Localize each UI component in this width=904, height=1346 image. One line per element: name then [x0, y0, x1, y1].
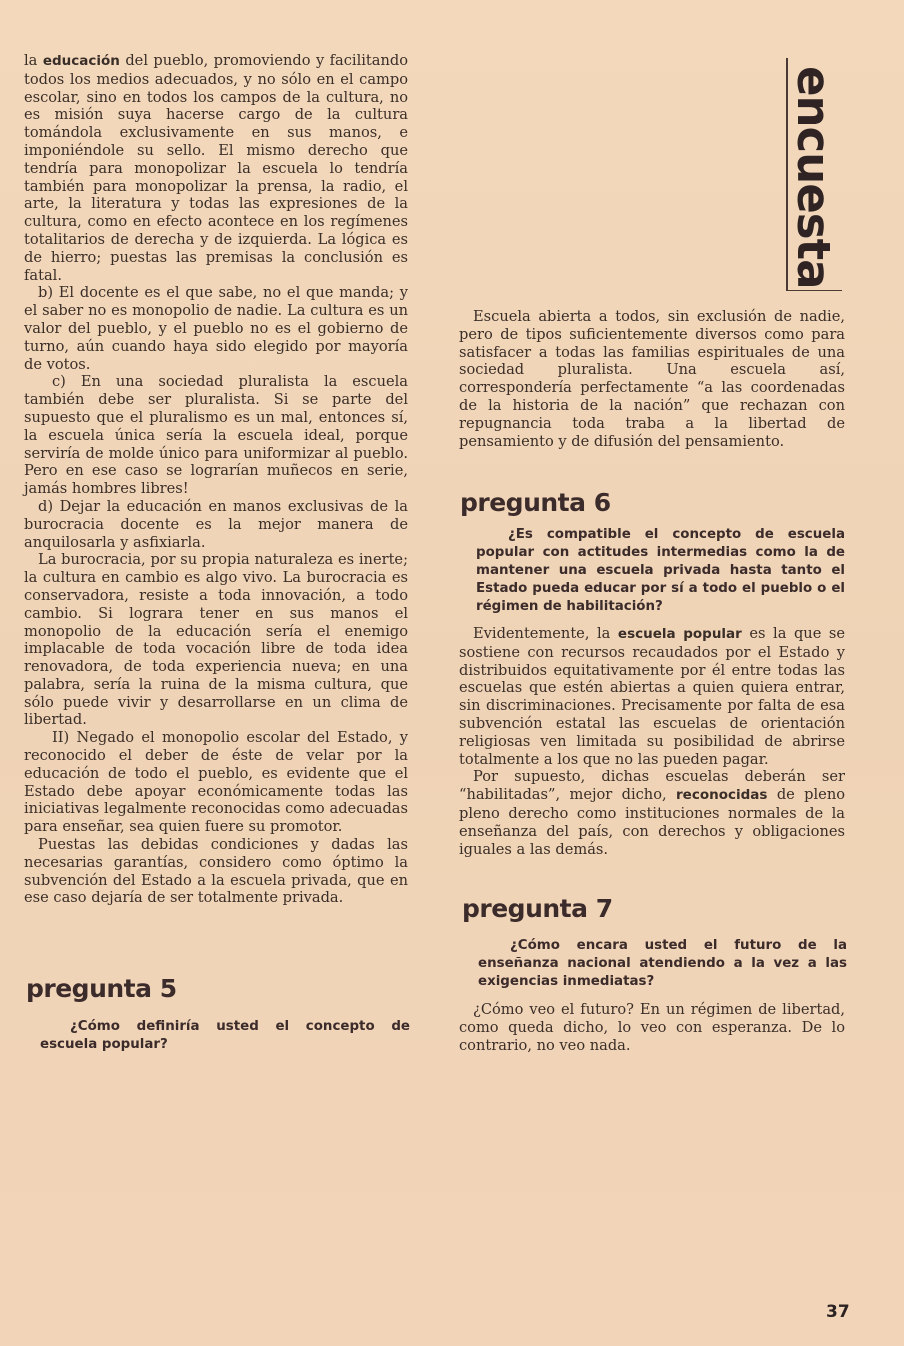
pregunta-6-heading: pregunta 6: [460, 488, 611, 517]
paragraph: la educación del pueblo, promoviendo y facilitando todos los medios adecuados, y no sólo en el campo escolar, sino en todos los campos de la cultura, no es misión suya hacerse cargo de la cultura tomándola exclusivamente en sus manos, e imponiéndole su sello. El mismo derecho que tendría para monopolizar la escuela lo tendría también para monopolizar la prensa, la radio, el arte, la literatura y todas las expresiones de la cultura, como en efecto acontece en los regímenes totalitarios de derecha y de izquierda. La lógica es de hierro; puestas las premisas la conclusión es fatal.: [24, 52, 408, 284]
paragraph: II) Negado el monopolio escolar del Estado, y reconocido el deber de éste de velar por la educación de todo el pueblo, es evidente que el Estado debe apoyar económicamente todas las iniciativas legalmente reconocidas como adecuadas para enseñar, sea quien fuere su promotor.: [24, 729, 408, 836]
pregunta-6-answer: [459, 625, 845, 858]
pregunta-5-heading: pregunta 5: [26, 974, 177, 1003]
bold-term: educación: [42, 53, 120, 69]
pregunta-7-heading: pregunta 7: [462, 894, 613, 923]
pregunta-6-question: ¿Es compatible el concepto de escuela popular con actitudes intermedias como la de mantener una escuela privada hasta tanto el Estado pueda educar por sí a todo el pueblo o el régimen de habilitación?: [476, 527, 845, 614]
paragraph: b) El docente es el que sabe, no el que manda; y el saber no es monopolio de nadie. La cultura es un valor del pueblo, y el pueblo no es el gobierno de turno, aún cuando haya sido elegido por mayoría de votos.: [24, 284, 408, 373]
left-column: [24, 52, 408, 907]
paragraph: Escuela abierta a todos, sin exclusión de nadie, pero de tipos suficientemente diversos como para satisfacer a todas las familias espirituales de una sociedad pluralista. Una escuela así, correspondería perfectamente “a las coordenadas de la historia de la nación” que rechazan con repugnancia toda traba a la libertad de pensamiento y de difusión del pensamiento.: [459, 308, 845, 450]
pregunta-5-question: ¿Cómo definiría usted el concepto de escuela popular?: [40, 1019, 410, 1052]
paragraph: ¿Cómo veo el futuro? En un régimen de libertad, como queda dicho, lo veo con esperanza. De lo contrario, no veo nada.: [459, 1001, 845, 1054]
paragraph: La burocracia, por su propia naturaleza es inerte; la cultura en cambio es algo vivo. La burocracia es conservadora, resiste a toda innovación, a todo cambio. Si lograra tener en sus manos el monopolio de la educación sería el enemigo implacable de toda vocación libre de toda idea renovadora, de toda experiencia nueva; en una palabra, sería la ruina de la misma cultura, que sólo puede vivir y desarrollarse en un clima de libertad.: [24, 551, 408, 729]
paragraph: Puestas las debidas condiciones y dadas las necesarias garantías, considero como óptimo la subvención del Estado a la escuela privada, que en ese caso dejaría de ser totalmente privada.: [24, 836, 408, 907]
pregunta-7-answer: [459, 1001, 845, 1054]
paragraph: Por supuesto, dichas escuelas deberán ser “habilitadas”, mejor dicho, reconocidas de pleno pleno derecho como instituciones normales de la enseñanza del país, con derechos y obligaciones iguales a las demás.: [459, 768, 846, 858]
pregunta-7-question: ¿Cómo encara usted el futuro de la enseñanza nacional atendiendo a la vez a las exigencias inmediatas?: [478, 938, 847, 989]
bold-term: reconocidas: [676, 787, 768, 804]
paragraph: c) En una sociedad pluralista la escuela también debe ser pluralista. Si se parte del supuesto que el pluralismo es un mal, entonces sí, la escuela única sería la escuela ideal, porque serviría de molde único para uniformizar al pueblo. Pero en ese caso se lograrían muñecos en serie, jamás hombres libres!: [24, 373, 408, 498]
page-number: 37: [826, 1302, 850, 1322]
bold-term: escuela popular: [617, 626, 742, 642]
paragraph: d) Dejar la educación en manos exclusivas de la burocracia docente es la mejor manera de anquilosarla y asfixiarla.: [24, 497, 408, 551]
pregunta-5-answer: [459, 308, 845, 450]
paragraph: Evidentemente, la escuela popular es la que se sostiene con recursos recaudados por el Estado y distribuidos equitativamente por él entre todas las escuelas que estén abiertas a quien quiera entrar, sin discriminaciones. Precisamente por falta de esa subvención estatal las escuelas de orientación religiosas ven limitada su posibilidad de abrirse totalmente a los que no las pueden pagar.: [459, 625, 846, 768]
section-tag: encuesta: [787, 66, 840, 289]
